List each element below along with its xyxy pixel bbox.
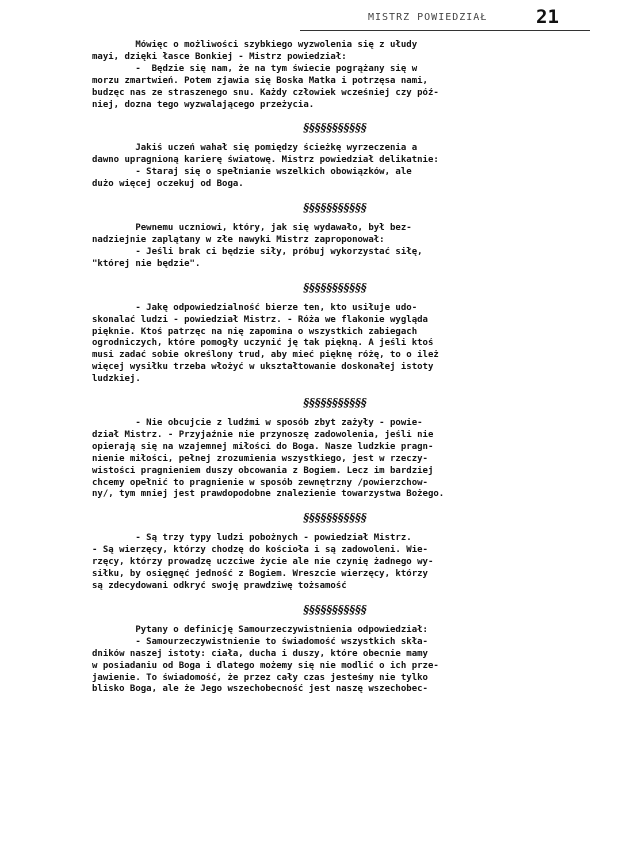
section-separator: §§§§§§§§§§§ — [303, 396, 367, 410]
text-line: pięknie. Ktoś patrzęc na nię zapomina o wszystkich zabiegach — [92, 326, 418, 337]
text-line: skonalać ludzi - powiedział Mistrz. - Róża we flakonie wygląda — [92, 314, 428, 325]
text-line: Mówięc o możliwości szybkiego wyzwolenia się z ułudy — [92, 40, 418, 50]
section-separator: §§§§§§§§§§§ — [303, 121, 367, 135]
paragraph — [92, 40, 578, 111]
text-line: - Są wierzęcy, którzy chodzę do kościoła i są zadowoleni. Wie- — [92, 545, 428, 556]
header-rule — [300, 30, 590, 31]
page-number: 21 — [536, 6, 559, 28]
text-line: - Są trzy typy ludzi pobożnych - powiedział Mistrz. — [92, 533, 412, 544]
text-line: siłku, by osięgnęć jedność z Bogiem. Wreszcie wierzęcy, którzy — [92, 569, 428, 580]
text-line: w posiadaniu od Boga i dlatego możemy się nie modlić o ich prze- — [92, 660, 439, 671]
section-separator: §§§§§§§§§§§ — [303, 602, 367, 616]
text-line: - Samourzeczywistnienie to świadomość wszystkich skła- — [92, 636, 428, 647]
text-line: - Jakę odpowiedzialność bierze ten, kto usiłuje udo- — [92, 302, 418, 313]
section-separator: §§§§§§§§§§§ — [303, 201, 367, 215]
text-line: opierają się na wzajemnej miłości do Boga. Nasze ludzkie pragn- — [92, 441, 434, 452]
text-line: ogrodniczych, które pomogły uczynić ję tak piękną. A jeśli ktoś — [92, 338, 434, 349]
text-line: nadziejnie zaplątany w złe nawyki Mistrz zaproponował: — [92, 234, 385, 245]
paragraph — [92, 533, 578, 593]
text-line: mayi, dzięki łasce Bonkiej - Mistrz powiedział: — [92, 51, 347, 62]
text-line: dawno upragnioną karierę światowę. Mistrz powiedział delikatnie: — [92, 155, 439, 166]
text-line: budzęc nas ze straszenego snu. Każdy człowiek wcześniej czy póź- — [92, 87, 439, 98]
text-line: morzu zmartwień. Potem zjawia się Boska Matka i potrzęsa nami, — [92, 75, 428, 86]
text-line: dników naszej istoty: ciała, ducha i duszy, które obecnie mamy — [92, 648, 428, 659]
text-line: Pytany o definicję Samourzeczywistnienia odpowiedział: — [92, 624, 428, 635]
paragraph — [92, 625, 578, 696]
section-separator: §§§§§§§§§§§ — [303, 511, 367, 525]
text-line: jawienie. To świadomość, że przez cały czas jesteśmy nie tylko — [92, 672, 428, 683]
text-line: - Będzie się nam, że na tym świecie pogrążany się w — [92, 63, 418, 74]
text-line: Pewnemu uczniowi, który, jak się wydawało, był bez- — [92, 223, 412, 234]
text-line: ny/, tym mniej jest prawdopodobne znalezienie towarzystwa Bożego. — [92, 489, 445, 500]
page-header — [300, 6, 590, 32]
text-line: więcej wysiłku trzeba włożyć w ukształtowanie doskonałej istoty — [92, 362, 434, 373]
text-line: niej, dozna tego wyzwalającego przeżycia. — [92, 99, 315, 110]
text-line: "której nie będzie". — [92, 258, 201, 269]
paragraph — [92, 303, 578, 386]
text-line: dużo więcej oczekuj od Boga. — [92, 179, 244, 190]
running-head: MISTRZ POWIEDZIAŁ — [368, 12, 488, 23]
paragraph — [92, 418, 578, 501]
text-line: - Jeśli brak ci będzie siły, próbuj wykorzystać siłę, — [92, 246, 423, 257]
text-line: są zdecydowani odkryć swoję prawdziwę tożsamość — [92, 581, 347, 591]
text-line: nienie miłości, pełnej zrozumienia wszystkiego, jest w rzeczy- — [92, 453, 428, 464]
text-line: wistości pragnieniem duszy obcowania z Bogiem. Lecz im bardziej — [92, 465, 434, 476]
text-line: rzęcy, którzy prowadzę uczciwe życie ale nie czynię żadnego wy- — [92, 557, 434, 568]
text-line: chcemy opełnić to pragnienie w sposób zewnętrzny /powierzchow- — [92, 477, 428, 488]
section-separator: §§§§§§§§§§§ — [303, 280, 367, 294]
text-line: ludzkiej. — [92, 374, 141, 385]
text-line: blisko Boga, ale że Jego wszechobecność jest naszę wszechobec- — [92, 684, 428, 695]
text-line: musi zadać sobie określony trud, aby mieć pięknę różę, to o ileż — [92, 350, 439, 361]
paragraph — [92, 143, 578, 191]
text-line: - Staraj się o spełnianie wszelkich obowiązków, ale — [92, 167, 412, 178]
text-line: Jakiś uczeń wahał się pomiędzy ścieżkę wyrzeczenia a — [92, 143, 418, 154]
text-line: dział Mistrz. - Przyjaźnie nie przynoszę zadowolenia, jeśli nie — [92, 429, 434, 440]
paragraph — [92, 223, 578, 271]
text-line: - Nie obcujcie z ludźmi w sposób zbyt zażyły - powie- — [92, 418, 423, 429]
body-text — [92, 40, 578, 696]
